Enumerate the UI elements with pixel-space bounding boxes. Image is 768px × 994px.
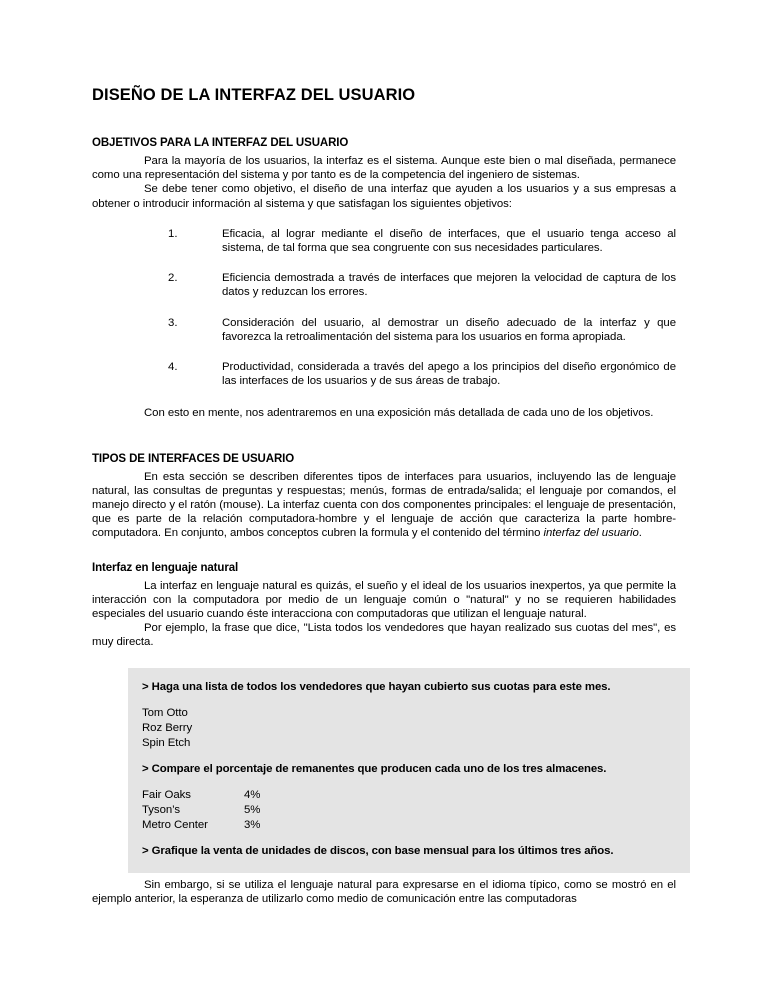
example-result-name: Tom Otto — [142, 706, 188, 719]
paragraph-objetivos-1: Para la mayoría de los usuarios, la interfaz es el sistema. Aunque este bien o mal diseñada, permanece como una representación del sistema y por tanto es de la competencia del ingeniero de sistemas. — [92, 155, 676, 182]
paragraph-lenguaje-natural-closing: Sin embargo, si se utiliza el lenguaje natural para expresarse en el idioma típico, como se mostró en el ejemplo anterior, la esperanza de utilizarlo como medio de comunicación entre las computadoras — [92, 878, 676, 905]
list-item-text: Eficacia, al lograr mediante el diseño de interfaces, que el usuario tenga acceso al sistema, de tal forma que sea congruente con sus necesidades particulares. — [222, 227, 676, 255]
list-item-text: Productividad, considerada a través del apego a los principios del diseño ergonómico de las interfaces de los usuarios y de sus áreas de trabajo. — [222, 361, 676, 388]
list-item — [92, 255, 676, 299]
page-title: DISEÑO DE LA INTERFAZ DEL USUARIO — [92, 86, 416, 104]
list-item-number: 3. — [168, 316, 178, 329]
example-result-row — [142, 788, 676, 803]
example-result-value: 5% — [244, 803, 261, 816]
paragraph-tipos-part-2: . — [638, 527, 642, 540]
example-result-name: Spin Etch — [142, 736, 191, 749]
spacer — [142, 695, 676, 706]
spacer — [142, 833, 676, 844]
paragraph-tipos-part-1: En esta sección se describen diferentes tipos de interfaces para usuarios, incluyendo las de lenguaje natural, las consultas de preguntas y respuestas; menús, formas de entrada/salida; el lenguaje por comandos, el manejo directo y el ratón (mouse). La interfaz cuenta con dos componentes principales: el lenguaje de presentación, que es parte de la relación computadora-hombre y el lenguaje de acción que caracteriza la parte hombre-computadora. En conjunto, ambos conceptos cubren la formula y el contenido del término — [92, 470, 676, 540]
section-heading-objetivos: OBJETIVOS PARA LA INTERFAZ DEL USUARIO — [92, 137, 349, 149]
list-item — [92, 300, 676, 344]
example-result-row — [142, 803, 676, 818]
objectives-list — [92, 211, 676, 389]
example-result-name: Roz Berry — [142, 721, 193, 734]
list-item — [92, 211, 676, 255]
list-item-text: Eficiencia demostrada a través de interfaces que mejoren la velocidad de captura de los datos y reduzcan los errores. — [222, 272, 676, 299]
example-result-value: 4% — [244, 788, 261, 801]
spacer — [142, 777, 676, 788]
paragraph-lenguaje-natural-2: Por ejemplo, la frase que dice, "Lista todos los vendedores que hayan realizado sus cuotas del mes", es muy directa. — [92, 622, 676, 649]
paragraph-objetivos-2: Se debe tener como objetivo, el diseño de una interfaz que ayuden a los usuarios y a sus empresas a obtener o introducir información al sistema y que satisfagan los siguientes objetivos: — [92, 183, 676, 210]
list-item-number: 2. — [168, 272, 178, 285]
example-result-label: Fair Oaks — [142, 788, 191, 801]
paragraph-lenguaje-natural-1: La interfaz en lenguaje natural es quizás, el sueño y el ideal de los usuarios inexpertos, ya que permite la interacción con la computadora por medio de un lenguaje común o "natural" y no se requieren habilidades especiales del usuario cuando éste interacciona con computadoras que utilizan el lenguaje natural. — [92, 579, 676, 621]
list-item-text: Consideración del usuario, al demostrar un diseño adecuado de la interfaz y que favorezca la retroalimentación del sistema para los usuarios en forma apropiada. — [222, 316, 676, 343]
example-result-label: Metro Center — [142, 818, 208, 831]
example-result-value: 3% — [244, 818, 261, 831]
example-dialog-block — [128, 668, 690, 873]
list-item-number: 4. — [168, 361, 178, 374]
term-interfaz-del-usuario: interfaz del usuario — [543, 527, 639, 540]
paragraph-tipos — [92, 465, 676, 541]
list-item — [92, 344, 676, 388]
section-heading-tipos: TIPOS DE INTERFACES DE USUARIO — [92, 452, 295, 465]
subsection-heading-lenguaje-natural: Interfaz en lenguaje natural — [92, 561, 239, 574]
spacer — [142, 751, 676, 762]
example-result-label: Tyson’s — [142, 803, 181, 816]
example-query-3: > Grafique la venta de unidades de discos, con base mensual para los últimos tres años. — [142, 844, 614, 857]
paragraph-objetivos-closing: Con esto en mente, nos adentraremos en una exposición más detallada de cada uno de los objetivos. — [144, 407, 654, 420]
example-query-1: > Haga una lista de todos los vendedores que hayan cubierto sus cuotas para este mes. — [142, 680, 611, 693]
example-query-2: > Compare el porcentaje de remanentes que producen cada uno de los tres almacenes. — [142, 762, 607, 775]
list-item-number: 1. — [168, 227, 178, 240]
example-result-row — [142, 818, 676, 833]
